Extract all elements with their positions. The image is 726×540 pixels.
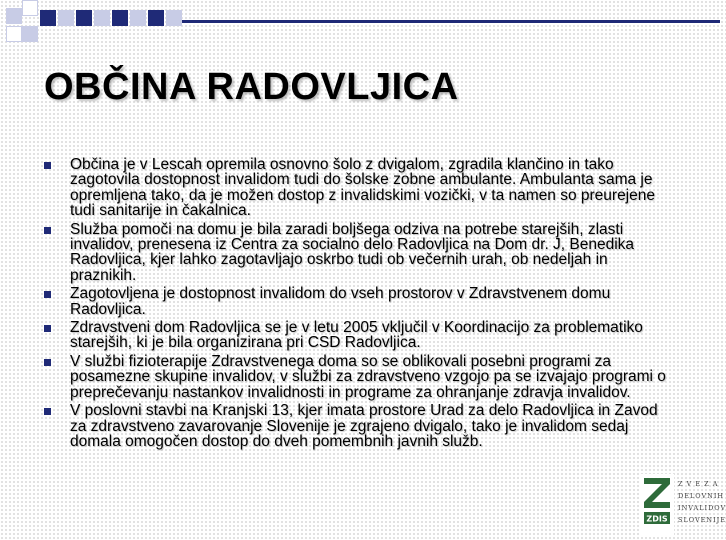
bullet-square-icon [44, 291, 51, 298]
list-item [44, 403, 676, 449]
bullet-square-icon [44, 359, 51, 366]
logo-line: Z V E Z A [678, 480, 719, 488]
header-rule [182, 20, 720, 23]
bullet-text: Občina je v Lescah opremila osnovno šolo z dvigalom, zgradila klančino in tako zagotovila dostopnost invalidom tudi do šolske zobne ambulante. Ambulanta sama je opremljena tako, da je možen dostop z invalidskimi vozički, v ta namen so preurejene tudi sanitarije in čakalnica. [70, 156, 655, 220]
bullet-text: Zagotovljena je dostopnost invalidom do vseh prostorov v Zdravstvenem domu Radovljica. [70, 285, 611, 318]
decorative-header-band [0, 8, 720, 34]
list-item [44, 354, 676, 400]
decor-square [112, 10, 128, 26]
list-item [44, 222, 676, 284]
decor-square [148, 10, 164, 26]
decor-square [58, 10, 74, 26]
bullet-text: V poslovni stavbi na Kranjski 13, kjer imata prostore Urad za delo Radovljica in Zavod za zdravstveno zavarovanje Slovenije je zgrajeno dvigalo, tako je invalidom sedaj domala omogočen dostop do dveh pomembnih javnih služb. [70, 402, 658, 450]
logo-line: DELOVNIH [678, 492, 725, 500]
bullet-text: V službi fizioterapije Zdravstvenega doma so se oblikovali posebni programi za posamezne skupine invalidov, v službi za zdravstveno vzgojo pa se izvajajo programi o preprečevanju nastankov invalidnosti in programe za ohranjanje zdravja invalidov. [70, 352, 666, 401]
bullet-text: Služba pomoči na domu je bila zaradi boljšega odziva na potrebe starejših, zlasti invalidov, prenesena iz Centra za socialno delo Radovljica na Dom dr. J, Benedika Radovljica, kjer lahko zagotavljajo oskrbo tudi ob večernih urah, ob nedeljah in praznikih. [70, 220, 635, 284]
bullet-square-icon [44, 325, 51, 332]
logo-abbr: ZDIS [646, 514, 668, 524]
bullet-square-icon [44, 227, 51, 234]
slide-title: OBČINA RADOVLJICA [44, 66, 459, 108]
bullet-square-icon [44, 162, 51, 169]
decor-square [22, 26, 38, 42]
list-item [44, 286, 676, 317]
zdis-logo-icon [640, 474, 674, 536]
logo-line: SLOVENIJE [678, 516, 726, 524]
decor-square [94, 10, 110, 26]
decor-square [166, 10, 182, 26]
decor-square [130, 10, 146, 26]
decor-square [76, 10, 92, 26]
bullet-text: Zdravstveni dom Radovljica se je v letu 2005 vključil v Koordinacijo za problematiko starejših, ki je bila organizirana pri CSD Radovljica. [70, 319, 643, 352]
logo-line: INVALIDOV [678, 504, 726, 512]
list-item [44, 320, 676, 351]
bullet-square-icon [44, 408, 51, 415]
list-item [44, 157, 676, 219]
decor-square [40, 10, 56, 26]
zdis-logo [640, 474, 726, 536]
bullet-list [44, 157, 676, 452]
decor-square [6, 8, 22, 24]
decor-square [6, 26, 22, 42]
decor-square [22, 0, 38, 16]
logo-wordmark [678, 478, 726, 526]
